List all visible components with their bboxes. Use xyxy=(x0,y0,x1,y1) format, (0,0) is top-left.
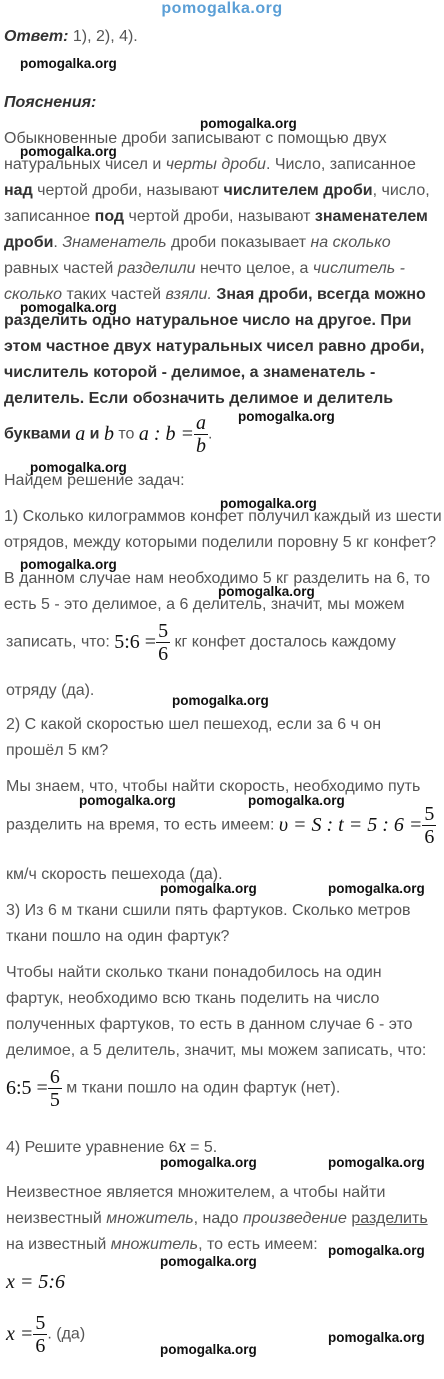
answer-line xyxy=(4,28,138,46)
term-below: под xyxy=(94,208,125,225)
fraction-5-over-6 xyxy=(422,803,436,848)
answer-value: 1), 2), 4). xyxy=(72,28,138,45)
text: разделить xyxy=(351,1210,428,1227)
watermark: pomogalka.org xyxy=(20,557,117,572)
numerator: 6 xyxy=(49,1066,60,1088)
denominator: 6 xyxy=(158,643,169,665)
text: чертой дроби, называют xyxy=(32,182,224,199)
term-above: над xyxy=(4,182,33,199)
text: . (да) xyxy=(47,1325,86,1343)
text: неизвестный xyxy=(6,1210,107,1227)
text: разделили xyxy=(117,260,196,277)
numerator: 5 xyxy=(424,803,435,825)
q2-line-1: 2) С какой скоростью шел пешеход, если за 6 ч он xyxy=(6,716,382,733)
watermark: pomogalka.org xyxy=(20,144,117,159)
a4-equation-2 xyxy=(6,1312,85,1357)
text: множитель xyxy=(110,1236,199,1253)
a1-line-2: есть 5 - это делимое, а 6 делитель, значит, мы можем xyxy=(4,596,405,613)
watermark: pomogalka.org xyxy=(238,409,335,424)
denominator: 6 xyxy=(35,1335,46,1357)
a1-line-4: отряду (да). xyxy=(6,682,95,699)
q1-line-1: 1) Сколько килограммов конфет получил каждый из шести xyxy=(4,508,442,525)
a3-line-5 xyxy=(6,1066,340,1111)
watermark: pomogalka.org xyxy=(200,116,297,131)
a4-line-2 xyxy=(6,1210,428,1228)
text: кг конфет досталось каждому xyxy=(170,633,396,651)
text: . Число, записанное xyxy=(265,156,416,173)
a2-line-2 xyxy=(6,803,436,848)
text: таких частей xyxy=(62,286,166,303)
watermark-top: pomogalka.org xyxy=(161,0,283,17)
text: нечто целое, а xyxy=(195,260,313,277)
term-denominator-2: дроби xyxy=(4,234,54,251)
fraction-a-over-b xyxy=(194,412,208,457)
watermark: pomogalka.org xyxy=(160,1342,257,1357)
q3-line-2: ткани пошло на один фартук? xyxy=(6,928,230,945)
text: на известный xyxy=(6,1236,111,1253)
text: Знаменатель xyxy=(62,234,167,251)
text: 4) Решите уравнение 6 xyxy=(6,1139,178,1156)
text: натуральных чисел и xyxy=(4,156,166,173)
denominator: 6 xyxy=(424,826,435,848)
watermark: pomogalka.org xyxy=(160,1254,257,1269)
math-expression: x = xyxy=(6,1323,34,1345)
watermark: pomogalka.org xyxy=(30,460,127,475)
term-denominator: знаменателем xyxy=(314,208,428,225)
text: м ткани пошло на один фартук (нет). xyxy=(61,1079,341,1097)
watermark: pomogalka.org xyxy=(328,1155,425,1170)
text: буквами xyxy=(4,425,76,443)
watermark: pomogalka.org xyxy=(172,693,269,708)
watermark: pomogalka.org xyxy=(20,56,117,71)
a4-line-1: Неизвестное является множителем, а чтобы найти xyxy=(6,1184,386,1201)
fraction-5-over-6 xyxy=(156,620,170,665)
explanation-line-5 xyxy=(4,234,391,252)
explanation-line-11: делитель. Если обозначить делимое и делитель xyxy=(4,390,394,407)
watermark: pomogalka.org xyxy=(220,496,317,511)
a4-line-3 xyxy=(6,1236,318,1254)
text: Зная дроби, всегда можно xyxy=(211,286,426,303)
watermark: pomogalka.org xyxy=(20,300,117,315)
watermark: pomogalka.org xyxy=(328,881,425,896)
text: , надо xyxy=(193,1210,243,1227)
q4-line xyxy=(6,1136,217,1157)
a3-line-4: делимое, а 5 делитель, значит, мы можем записать, что: xyxy=(6,1042,427,1059)
text: то xyxy=(113,425,139,443)
text: сколько xyxy=(4,286,62,303)
math-expression: υ = S : t = 5 : 6 = xyxy=(278,814,423,836)
text: дроби показывает xyxy=(166,234,311,251)
a3-line-2: фартук, необходимо всю ткань поделить на число xyxy=(6,990,380,1007)
watermark: pomogalka.org xyxy=(218,584,315,599)
explanation-line-12 xyxy=(4,412,213,457)
text: взяли. xyxy=(165,286,212,303)
explanation-line-4 xyxy=(4,208,428,226)
a4-equation-1: x = 5:6 xyxy=(6,1271,66,1293)
explanation-line-3 xyxy=(4,182,430,200)
q2-line-2: прошёл 5 км? xyxy=(6,742,109,759)
watermark: pomogalka.org xyxy=(160,881,257,896)
explanation-line-10: числитель которой - делимое, а знаменатель - xyxy=(4,364,376,381)
watermark: pomogalka.org xyxy=(328,1243,425,1258)
watermark: pomogalka.org xyxy=(328,1330,425,1345)
a1-line-3 xyxy=(6,620,396,665)
text: . xyxy=(53,234,63,251)
text: множитель xyxy=(106,1210,194,1227)
term-fraction-bar: черты дроби xyxy=(165,156,266,173)
text: . xyxy=(208,425,213,443)
text: записанное xyxy=(4,208,95,225)
a1-line-1: В данном случае нам необходимо 5 кг разделить на 6, то xyxy=(4,570,431,587)
text: чертой дроби, называют xyxy=(124,208,315,225)
watermark: pomogalka.org xyxy=(248,793,345,808)
explanation-line-8: разделить одно натуральное число на другое. При xyxy=(4,312,412,329)
term-numerator: числителем дроби xyxy=(223,182,373,199)
denominator: b xyxy=(196,435,207,457)
answer-label: Ответ: xyxy=(4,28,69,45)
watermark: pomogalka.org xyxy=(160,1155,257,1170)
numerator: a xyxy=(196,412,207,434)
a2-line-3: км/ч скорость пешехода (да). xyxy=(6,866,223,883)
text: произведение xyxy=(242,1210,347,1227)
denominator: 5 xyxy=(49,1089,60,1111)
solutions-intro: Найдем решение задач: xyxy=(4,472,185,489)
text: на сколько xyxy=(310,234,391,251)
a3-line-1: Чтобы найти сколько ткани понадобилось на один xyxy=(6,964,382,981)
math-expression: 6:5 = xyxy=(6,1077,48,1099)
a2-line-1: Мы знаем, что, чтобы найти скорость, необходимо путь xyxy=(6,778,421,795)
math-var-b: b xyxy=(103,423,114,445)
text: и xyxy=(85,425,104,443)
math-var-a: a xyxy=(75,423,86,445)
explanation-line-9: этом частное двух натуральных чисел равно дроби, xyxy=(4,338,425,355)
text: разделить на время, то есть имеем: xyxy=(6,816,279,834)
math-expression: 5:6 = xyxy=(114,631,157,653)
math-expression: a : b = xyxy=(138,423,195,445)
explanation-line-6 xyxy=(4,260,405,278)
text: , число, xyxy=(372,182,430,199)
explanation-heading: Пояснения: xyxy=(4,94,97,111)
watermark: pomogalka.org xyxy=(79,793,176,808)
text: записать, что: xyxy=(6,633,115,651)
q1-line-2: отрядов, между которыми поделили поровну 5 кг конфет? xyxy=(4,534,436,551)
fraction-5-over-6 xyxy=(33,1312,47,1357)
q3-line-1: 3) Из 6 м ткани сшили пять фартуков. Сколько метров xyxy=(6,902,411,919)
numerator: 5 xyxy=(35,1312,46,1334)
text: равных частей xyxy=(4,260,118,277)
text: , то есть имеем: xyxy=(198,1236,318,1253)
a3-line-3: полученных фартуков, то есть в данном случае 6 - это xyxy=(6,1016,413,1033)
explanation-line-1: Обыкновенные дроби записывают с помощью двух xyxy=(4,130,387,147)
fraction-6-over-5 xyxy=(48,1066,62,1111)
math-var-x: x xyxy=(177,1136,186,1156)
text: числитель - xyxy=(312,260,405,277)
text: = 5. xyxy=(185,1139,218,1156)
numerator: 5 xyxy=(158,620,169,642)
